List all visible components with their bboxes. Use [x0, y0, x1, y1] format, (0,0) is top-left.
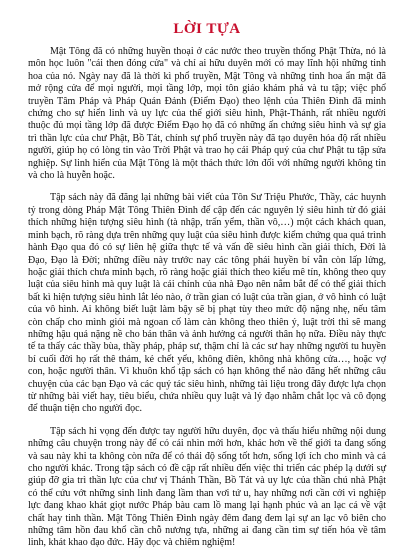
- document-title: LỜI TỰA: [173, 21, 241, 37]
- paragraph-3: Tập sách hi vọng đến được tay người hữu duyên, đọc và thấu hiểu những nội dung những câu chuyện trong này để có cái nhìn mới hơn, khác hơn về thế giới ta đang sống và sau này khi ta không còn nữa để có thái độ sống tốt hơn, sống lợi ích cho mình và cả cho người khác. Trong tập sách có đề cập rất nhiều đến việc thi triển các phép lạ dưới sự giúp đỡ gia trì thần lực của chư vị Thánh Thần, Bồ Tát và uy lực của thần chú nhà Phật có thể cứu vớt những sinh linh đang lầm than vơi tứ u, hay những nơi cần cởi vì nghiệp lực đang khao khát giọt nước Pháp bàu cam lồ mang lại hạnh phúc và an lạc cả về vật chất hay tinh thần. Mật Tông Thiên Đình ngày đêm đang đem lại sự an lạc vô biên cho những tâm hồn đau khổ cần chỗ nương tựa, những ai đang cần tìm sự tiến hóa về tâm linh, khát khao đạo đức. Hãy đọc và chiêm nghiệm!: [28, 425, 386, 549]
- paragraph-2: Tập sách này đã đăng lại những bài viết của Tôn Sư Triệu Phước, Thầy, các huynh tỷ trong dòng Pháp Mật Tông Thiên Đình để cập đến các nguyên lý siêu hình từ đó giải thích những hiện tượng siêu hình (tà nhập, trấn yểm, thần vô,…) một cách khách quan, minh bạch, rõ ràng dựa trên những quy luật của siêu hình được kiểm chứng qua quá trình hành Đạo qua đó có sự liên hệ giữa thực tế và vấn đề siêu hình cần giải thích, Đời là Đạo, Đạo là Đời; những điều này trước nay các tông phái huyền bí vẫn còn lấp lửng, hoặc giải thích chưa minh bạch, rõ ràng hoặc giải thích theo kiểu mê tín, không theo quy luật của siêu hình mà quy luật là cái chính của nhà Đạo nên nắm bắt để có thể giải thích bất kì hiện tượng siêu hình lắt léo nào, ở trần gian có luật của trần gian, ở vô hình có luật của vô hình. Ai không biết luật làm bậy sẽ bị phạt tùy theo mức độ nặng nhẹ, nếu tâm còn chấp cho mình giỏi mà ngoan cố làm càn không theo thiên ý, luật trời thì sẽ mang những hậu quả nặng nề cho bản thân và ảnh hưởng cả người thân họ nữa. Điều này thực tế ta thấy các thầy bùa, thầy pháp, pháp sư, thậm chí là các sư hay những người tu huyền bí cuối đời họ rất thê thảm, kẻ chết yểu, không điên, không nhà không cửa…, hoặc vợ con, hoặc người thân. Vì khuôn khổ tập sách có hạn không thể nào đăng hết những câu chuyện của các bạn Đạo và các quý tác siêu hình, những tài liệu trong đây được lựa chọn từ những bài viết hay, tiêu biểu, chứa nhiều quy luật và lý đạo nhằm chắt lọc và cô đọng để thuận tiện cho người đọc.: [28, 192, 386, 415]
- paragraph-1: Mật Tông đã có những huyền thoại ở các nước theo truyền thống Phật Thừa, nó là môn học luôn "cái then đóng cửa" và chỉ ai hữu duyên mới có may lĩnh hội những tinh hoa của nó. Ngày nay đã là thời kì phổ truyền, Mật Tông và những tinh hoa ẩn mật đã mở rộng cửa để mọi người, mọi tầng lớp, mọi tôn giáo khám phá và tu tập; việc phổ truyền Tâm Pháp và Pháp Quán Đảnh (Điểm Đạo) theo lệnh của Thiên Đình đã minh chứng cho sự hiển linh và uy lực của thế giới siêu hình, Phật-Thánh, rất nhiều người thuộc đủ mọi tầng lớp đã được Điểm Đạo họ đã có những ấn chứng siêu hình và sự gia trì thần lực của chư Phật, Bồ Tát, chính sự phổ truyền này đã tạo duyên hóa độ rất nhiều người, giúp họ có lòng tin vào Trời Phật và trao họ cái Pháp quý của chư Phật tu tập sửa nghiệp. Sự linh hiển của Mật Tông là một thách thức lớn đối với những người không tin và cho là huyễn hoặc.: [28, 46, 386, 182]
